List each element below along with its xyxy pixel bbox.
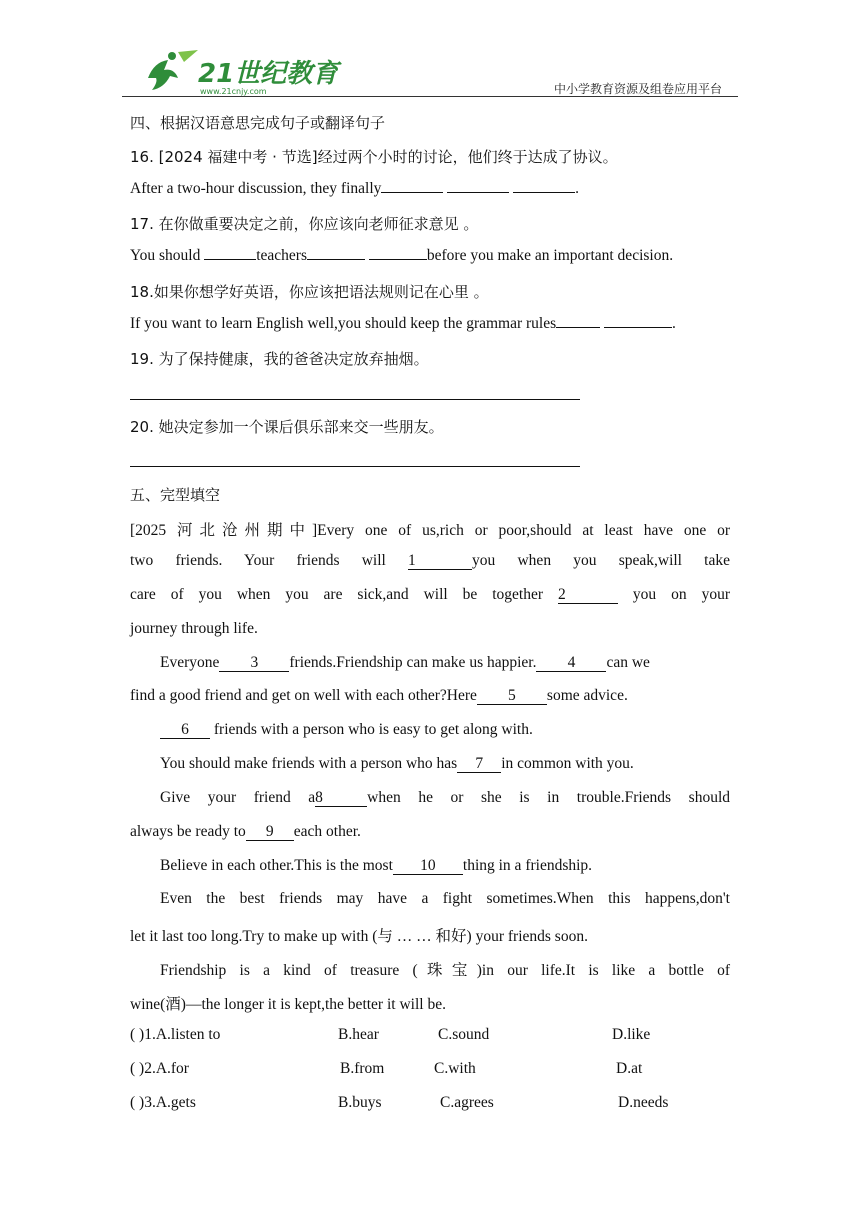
option-d[interactable]: D.needs: [618, 1094, 669, 1111]
blank-8[interactable]: 8: [315, 789, 367, 807]
page-header: [122, 44, 738, 98]
passage-line: care of you when you are sick,and will be together 2 you on your: [130, 586, 730, 603]
logo-url: www.21cnjy.com: [200, 87, 267, 96]
q16-text: After a two-hour discussion, they finally: [130, 180, 382, 197]
option-c[interactable]: C.sound: [438, 1026, 490, 1043]
header-divider: [122, 96, 738, 97]
passage-line: Even the best friends may have a fight sometimes.When this happens,don't: [160, 890, 730, 907]
blank-10[interactable]: 10: [393, 857, 463, 875]
option-d[interactable]: D.at: [616, 1060, 643, 1077]
platform-name: 中小学教育资源及组卷应用平台: [553, 82, 722, 96]
q16-chinese: 16. [2024 福建中考 · 节选]经过两个小时的讨论，他们终于达成了协议。: [130, 148, 618, 166]
q17-chinese: 17. 在你做重要决定之前，你应该向老师征求意见 。: [130, 215, 479, 233]
option-b[interactable]: B.hear: [338, 1026, 379, 1043]
section5-title: 五、完型填空: [130, 486, 221, 504]
passage-line: [2025 河北沧州期中]Every one of us,rich or poor,should at least have one or: [130, 522, 730, 539]
q17-text-c: before you make an important decision.: [426, 247, 674, 264]
q16-end: .: [575, 180, 580, 197]
logo-text: 21世纪教育: [198, 59, 339, 89]
option-c[interactable]: C.with: [434, 1060, 476, 1077]
option-b[interactable]: B.buys: [338, 1094, 382, 1111]
q20-answer-line[interactable]: [130, 466, 580, 467]
blank-7[interactable]: 7: [457, 755, 501, 773]
blank[interactable]: [307, 247, 365, 260]
passage-line: Give your friend a8 when he or she is in trouble.Friends should: [160, 789, 730, 806]
q18-english: [130, 315, 730, 333]
option-q: ( )2.A.for: [130, 1060, 189, 1077]
passage-line: Believe in each other.This is the most 10 thing in a friendship.: [160, 857, 593, 874]
passage-line: always be ready to 9 each other.: [130, 823, 361, 840]
blank-5[interactable]: 5: [477, 687, 547, 705]
blank-1[interactable]: 1: [408, 552, 472, 570]
passage-line: You should make friends with a person who has 7 in common with you.: [160, 755, 634, 772]
blank[interactable]: [381, 180, 443, 193]
option-q: ( )1.A.listen to: [130, 1026, 221, 1043]
option-b[interactable]: B.from: [340, 1060, 385, 1077]
q17-english: [130, 247, 730, 265]
passage-line: two friends. Your friends will 1 you when you speak,will take: [130, 552, 730, 569]
q18-end: .: [672, 315, 676, 332]
option-q: ( )3.A.gets: [130, 1094, 196, 1111]
section4-title: 四、根据汉语意思完成句子或翻译句子: [130, 114, 386, 132]
q18-chinese: 18.如果你想学好英语，你应该把语法规则记在心里 。: [130, 283, 489, 301]
passage-line: let it last too long.Try to make up with (与 … … 和好) your friends soon.: [130, 928, 588, 945]
q20-chinese: 20. 她决定参加一个课后俱乐部来交一些朋友。: [130, 418, 444, 436]
blank[interactable]: [556, 315, 600, 328]
blank[interactable]: [604, 315, 672, 328]
q16-english: [130, 180, 730, 198]
blank[interactable]: [369, 247, 427, 260]
blank-3[interactable]: 3: [219, 654, 289, 672]
blank[interactable]: [447, 180, 509, 193]
q18-text-a: If you want to learn English well,you should keep the grammar rules: [130, 315, 557, 332]
passage-line: find a good friend and get on well with each other?Here 5 some advice.: [130, 687, 628, 704]
blank-6[interactable]: 6: [160, 721, 210, 739]
logo-21cnjy: [134, 48, 339, 96]
q19-answer-line[interactable]: [130, 399, 580, 400]
q17-text-a: You should: [130, 247, 205, 264]
option-d[interactable]: D.like: [612, 1026, 651, 1043]
passage-line: Friendship is a kind of treasure (珠宝)in our life.It is like a bottle of: [160, 962, 730, 979]
passage-line: 6 friends with a person who is easy to get along with.: [160, 721, 730, 739]
passage-line: Everyone 3 friends.Friendship can make us happier. 4 can we: [160, 654, 650, 671]
passage-line: wine(酒)—the longer it is kept,the better it will be.: [130, 996, 446, 1013]
q19-chinese: 19. 为了保持健康，我的爸爸决定放弃抽烟。: [130, 350, 429, 368]
blank-4[interactable]: 4: [536, 654, 606, 672]
blank-2[interactable]: 2: [558, 586, 618, 604]
option-c[interactable]: C.agrees: [440, 1094, 494, 1111]
blank[interactable]: [204, 247, 256, 260]
blank[interactable]: [513, 180, 575, 193]
blank-9[interactable]: 9: [246, 823, 294, 841]
q17-text-b: teachers: [256, 247, 308, 264]
passage-line: journey through life.: [130, 620, 258, 637]
